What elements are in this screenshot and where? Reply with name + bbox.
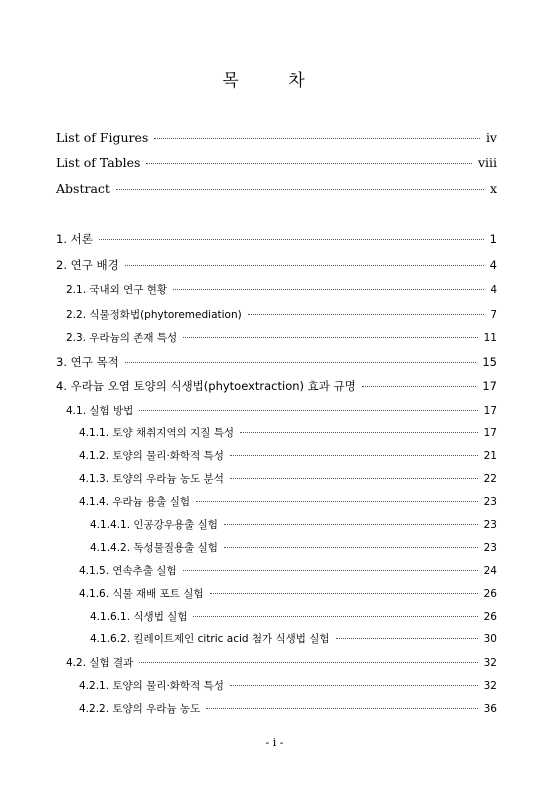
page-title: 목 차 [222, 71, 327, 91]
toc-entry[interactable] [79, 677, 497, 693]
toc-entry-label: 4.1.4.2. 독성물질용출 실험 [90, 541, 218, 554]
toc-leader-dots [240, 421, 478, 433]
toc-entry[interactable] [56, 230, 497, 247]
toc-entry-page: 32 [483, 656, 497, 669]
toc-leader-dots [210, 582, 478, 594]
toc-entry-page: 26 [483, 587, 497, 600]
toc-entry[interactable] [79, 493, 497, 509]
page-number: - i - [265, 736, 284, 749]
toc-entry-page: 32 [483, 679, 497, 692]
toc-entry-label: 4.1.6.1. 식생법 실험 [90, 610, 188, 623]
toc-leader-dots [183, 559, 478, 571]
toc-leader-dots [183, 326, 477, 338]
toc-entry[interactable] [79, 447, 497, 463]
toc-leader-dots [224, 513, 478, 525]
toc-entry[interactable] [90, 608, 497, 624]
toc-entry[interactable] [56, 377, 497, 394]
toc-entry-page: viii [477, 154, 497, 170]
toc-leader-dots [224, 536, 478, 548]
toc-entry-page: iv [485, 129, 497, 145]
toc-entry-page: 24 [483, 564, 497, 577]
toc-entry[interactable] [66, 281, 497, 297]
toc-leader-dots [362, 374, 477, 387]
toc-entry-label: 4.1.2. 토양의 물리·화학적 특성 [79, 449, 224, 462]
toc-entry-label: List of Tables [56, 154, 141, 170]
toc-entry[interactable] [79, 585, 497, 601]
toc-entry-page: 26 [483, 610, 497, 623]
toc-entry-page: 30 [483, 632, 497, 645]
toc-leader-dots [230, 444, 478, 456]
toc-leader-dots [139, 399, 477, 411]
toc-leader-dots [116, 176, 484, 190]
toc-entry[interactable] [79, 700, 497, 716]
toc-entry-label: List of Figures [56, 129, 149, 145]
toc-entry[interactable] [66, 402, 497, 418]
toc-entry-page: 36 [483, 702, 497, 715]
toc-entry-label: 2.2. 식물정화법(phytoremediation) [66, 308, 242, 321]
toc-entry-label: 4.1.5. 연속추출 실험 [79, 564, 177, 577]
toc-entry-page: 22 [483, 472, 497, 485]
toc-entry-page: 17 [482, 378, 497, 393]
toc-entry-page: 11 [483, 331, 497, 344]
toc-entry-label: 4.1.4.1. 인공강우용출 실험 [90, 518, 218, 531]
toc-entry[interactable] [56, 179, 497, 196]
toc-entry-page: 4 [490, 283, 497, 296]
toc-entry-label: 4.1.3. 토양의 우라늄 농도 분석 [79, 472, 224, 485]
toc-entry[interactable] [79, 424, 497, 440]
toc-entry[interactable] [56, 256, 497, 273]
toc-entry[interactable] [90, 539, 497, 555]
toc-leader-dots [206, 697, 477, 709]
toc-leader-dots [336, 627, 478, 639]
toc-leader-dots [99, 227, 484, 240]
toc-leader-dots [193, 605, 477, 617]
toc-entry[interactable] [66, 306, 497, 322]
toc-leader-dots [154, 125, 480, 139]
toc-entry[interactable] [79, 562, 497, 578]
toc-entry-label: 1. 서론 [56, 231, 93, 246]
toc-entry-label: 4.1.4. 우라늄 용출 실험 [79, 495, 191, 508]
toc-entry-label: 2.1. 국내외 연구 현황 [66, 283, 168, 296]
toc-entry-label: 3. 연구 목적 [56, 354, 119, 369]
toc-entry-page: 23 [483, 541, 497, 554]
toc-entry[interactable] [56, 153, 497, 170]
toc-entry-label: 2. 연구 배경 [56, 257, 119, 272]
toc-entry-label: 4.1.6.2. 킬레이트제인 citric acid 첨가 식생법 실험 [90, 632, 330, 645]
toc-entry-label: 4.2. 실험 결과 [66, 656, 134, 669]
toc-entry-page: x [489, 180, 497, 196]
toc-entry-label: 4.1.6. 식물 재배 포트 실험 [79, 587, 204, 600]
toc-leader-dots [230, 467, 478, 479]
toc-entry-label: Abstract [56, 180, 110, 196]
toc-entry-label: 4.2.1. 토양의 물리·화학적 특성 [79, 679, 224, 692]
toc-entry[interactable] [90, 630, 497, 646]
toc-entry[interactable] [56, 128, 497, 145]
toc-leader-dots [139, 651, 477, 663]
toc-leader-dots [125, 350, 477, 363]
toc-entry-page: 17 [483, 404, 497, 417]
toc-entry-page: 4 [489, 257, 497, 272]
toc-leader-dots [125, 253, 484, 266]
toc-entry-label: 4.1. 실험 방법 [66, 404, 134, 417]
toc-entry-page: 1 [489, 231, 497, 246]
toc-entry-label: 2.3. 우라늄의 존재 특성 [66, 331, 178, 344]
toc-entry[interactable] [90, 516, 497, 532]
toc-leader-dots [146, 150, 471, 164]
toc-leader-dots [196, 490, 478, 502]
toc-entry-page: 21 [483, 449, 497, 462]
toc-entry-page: 7 [490, 308, 497, 321]
toc-entry[interactable] [56, 353, 497, 370]
toc-leader-dots [230, 674, 478, 686]
toc-entry-page: 17 [483, 426, 497, 439]
toc-entry-label: 4.1.1. 토양 채취지역의 지질 특성 [79, 426, 234, 439]
toc-entry-page: 15 [482, 354, 497, 369]
toc-entry[interactable] [66, 654, 497, 670]
toc-entry[interactable] [66, 329, 497, 345]
toc-leader-dots [248, 303, 485, 315]
toc-entry-label: 4. 우라늄 오염 토양의 식생법(phytoextraction) 효과 규명 [56, 378, 356, 393]
toc-entry-page: 23 [483, 518, 497, 531]
toc-leader-dots [173, 278, 484, 290]
toc-entry[interactable] [79, 470, 497, 486]
toc-entry-label: 4.2.2. 토양의 우라늄 농도 [79, 702, 201, 715]
toc-entry-page: 23 [483, 495, 497, 508]
